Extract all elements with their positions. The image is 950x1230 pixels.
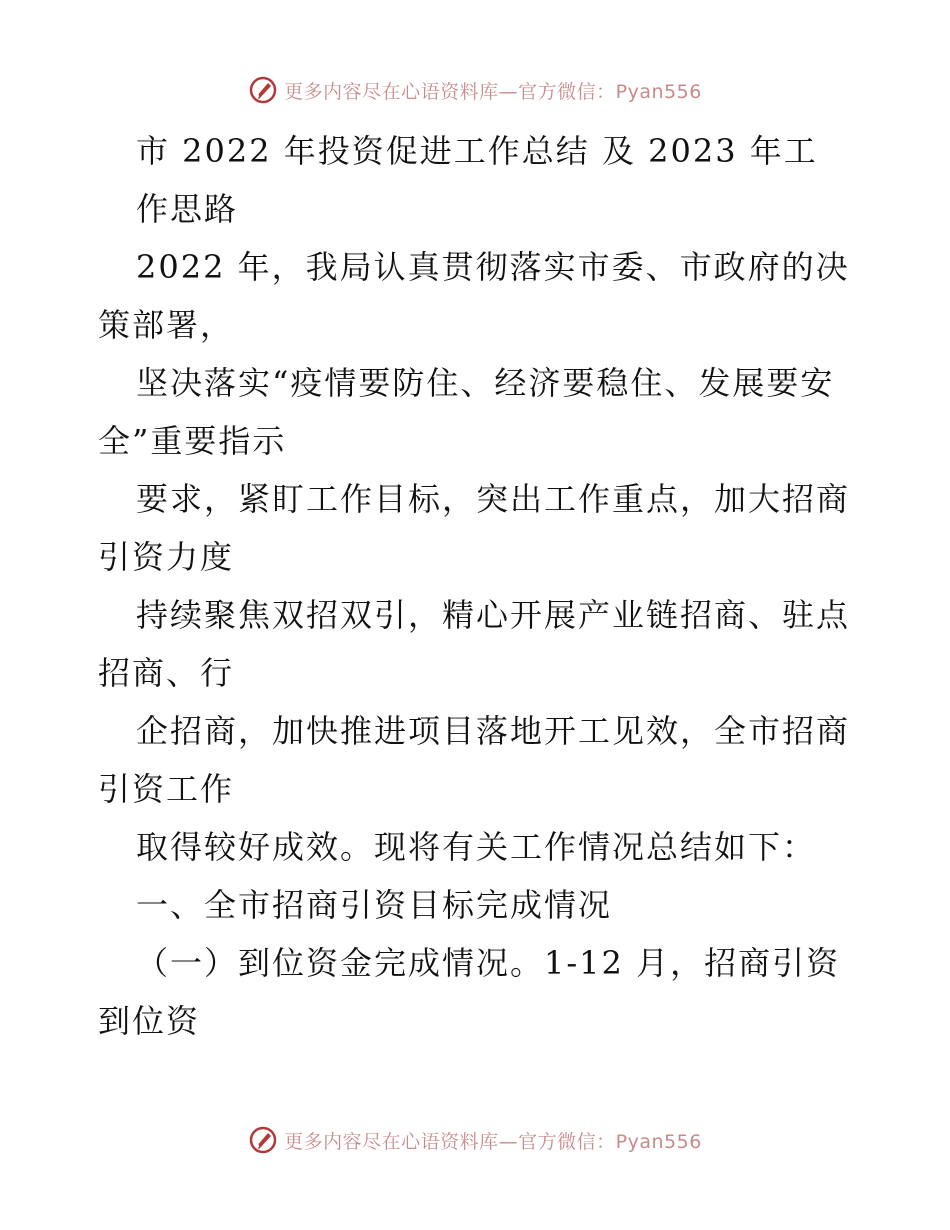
- pen-seal-icon: [248, 1125, 278, 1155]
- text-line: 坚决落实“疫情要防住、经济要稳住、发展要安: [136, 364, 835, 402]
- text-line: （一）到位资金完成情况。1-12 月，招商引资: [136, 944, 841, 982]
- text-line: 招商、行: [98, 654, 235, 692]
- text-line: 企招商，加快推进项目落地开工见效，全市招商: [136, 712, 851, 750]
- text-line: 引资工作: [98, 770, 235, 808]
- watermark-text: 更多内容尽在心语资料库—官方微信：Pyan556: [284, 1130, 702, 1153]
- header-watermark: [0, 70, 950, 110]
- document-body: [98, 122, 858, 1050]
- text-line: 到位资: [98, 1002, 201, 1040]
- footer-watermark: [0, 1120, 950, 1160]
- text-line: 作思路: [136, 190, 239, 228]
- text-line: 2022 年，我局认真贯彻落实市委、市政府的决: [136, 248, 850, 286]
- pen-seal-icon: [248, 75, 278, 105]
- text-line: 引资力度: [98, 538, 235, 576]
- watermark-text: 更多内容尽在心语资料库—官方微信：Pyan556: [284, 80, 702, 103]
- text-line: 取得较好成效。现将有关工作情况总结如下：: [136, 828, 817, 866]
- section-heading: 一、全市招商引资目标完成情况: [136, 886, 613, 924]
- text-line: 要求，紧盯工作目标，突出工作重点，加大招商: [136, 480, 851, 518]
- text-line: 策部署，: [98, 306, 235, 344]
- text-line: 持续聚焦双招双引，精心开展产业链招商、驻点: [136, 596, 851, 634]
- text-line: 全”重要指示: [98, 422, 287, 460]
- text-line: 市 2022 年投资促进工作总结 及 2023 年工: [136, 132, 818, 170]
